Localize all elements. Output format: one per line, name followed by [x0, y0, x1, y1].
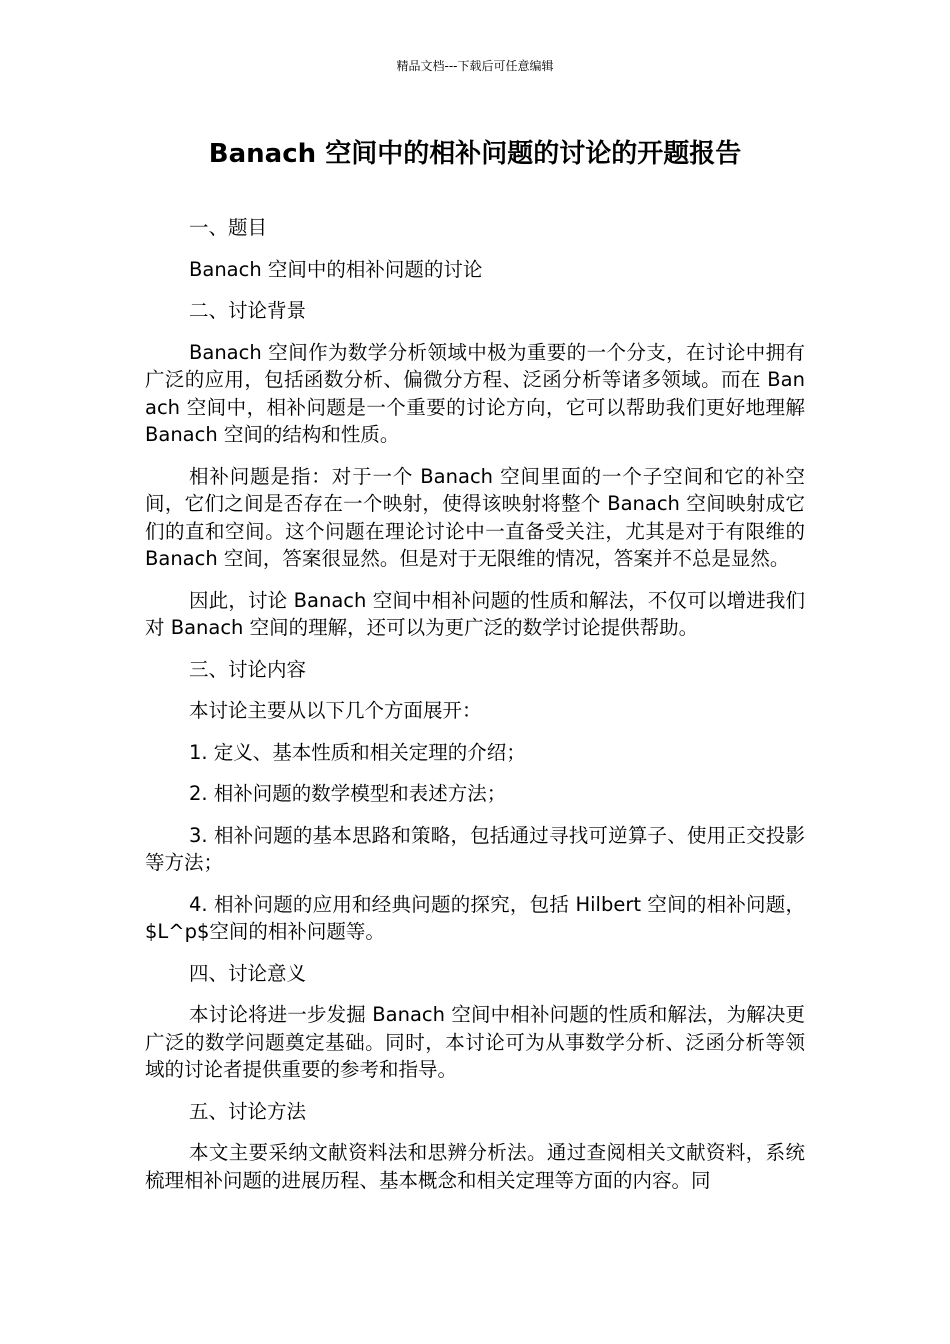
- topic-text: Banach 空间中的相补问题的讨论: [189, 257, 483, 281]
- content-item-3: 3. 相补问题的基本思路和策略，包括通过寻找可逆算子、使用正交投影等方法；: [145, 823, 805, 874]
- section-heading-method: 五、讨论方法: [189, 1099, 307, 1123]
- significance-paragraph: 本讨论将进一步发掘 Banach 空间中相补问题的性质和解法，为解决更广泛的数学问题奠定基础。同时，本讨论可为从事数学分析、泛函分析等领域的讨论者提供重要的参考和指导。: [145, 1003, 805, 1081]
- content-item-4: 4. 相补问题的应用和经典问题的探究，包括 Hilbert 空间的相补问题，$L^p$空间的相补问题等。: [145, 892, 805, 943]
- background-paragraph-3: 因此，讨论 Banach 空间中相补问题的性质和解法，不仅可以增进我们对 Banach 空间的理解，还可以为更广泛的数学讨论提供帮助。: [145, 588, 805, 639]
- background-paragraph-1: Banach 空间作为数学分析领域中极为重要的一个分支，在讨论中拥有广泛的应用，包括函数分析、偏微分方程、泛函分析等诸多领域。而在 Banach 空间中，相补问题是一个重要的讨论方向，它可以帮助我们更好地理解 Banach 空间的结构和性质。: [145, 340, 805, 446]
- document-body: [145, 214, 805, 1208]
- section-heading-significance: 四、讨论意义: [189, 961, 307, 985]
- document-title: Banach 空间中的相补问题的讨论的开题报告: [208, 139, 742, 169]
- content-item-2: 2. 相补问题的数学模型和表述方法；: [189, 782, 507, 805]
- page-header: 精品文档---下载后可任意编辑: [396, 59, 554, 73]
- content-intro: 本讨论主要从以下几个方面展开：: [189, 699, 482, 722]
- content-item-1: 1. 定义、基本性质和相关定理的介绍；: [189, 740, 526, 764]
- section-heading-topic: 一、题目: [189, 216, 268, 239]
- section-heading-background: 二、讨论背景: [189, 299, 307, 322]
- section-heading-content: 三、讨论内容: [189, 657, 307, 681]
- background-paragraph-2: 相补问题是指：对于一个 Banach 空间里面的一个子空间和它的补空间，它们之间是否存在一个映射，使得该映射将整个 Banach 空间映射成它们的直和空间。这个问题在理论讨论中一直备受关注，尤其是对于有限维的 Banach 空间，答案很显然。但是对于无限维的情况，答案并不总是显然。: [145, 464, 805, 570]
- method-paragraph: 本文主要采纳文献资料法和思辨分析法。通过查阅相关文献资料，系统梳理相补问题的进展历程、基本概念和相关定理等方面的内容。同: [145, 1141, 805, 1192]
